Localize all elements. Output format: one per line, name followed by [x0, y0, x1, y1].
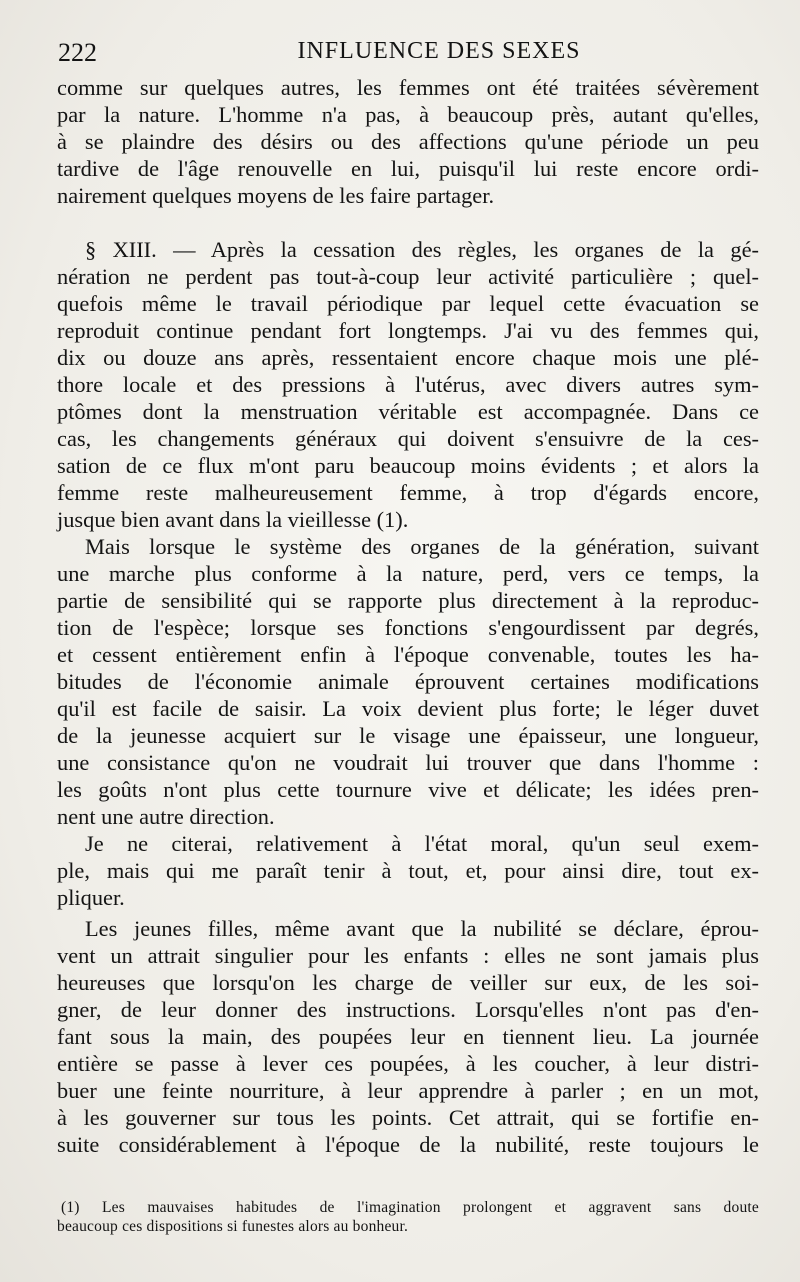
text-line: une marche plus conforme à la nature, perd, vers ce temps, la [57, 561, 759, 586]
text-line: bitudes de l'économie animale éprouvent certaines modifications [57, 669, 759, 694]
text-line: tardive de l'âge renouvelle en lui, puisqu'il lui reste encore ordi- [57, 156, 759, 181]
text-line: partie de sensibilité qui se rapporte plus directement à la reproduc- [57, 588, 759, 613]
footnote-line: (1) Les mauvaises habitudes de l'imagination prolongent et aggravent sans doute [61, 1199, 759, 1216]
running-title: INFLUENCE DES SEXES [297, 38, 581, 64]
text-line: gner, de leur donner des instructions. Lorsqu'elles n'ont pas d'en- [57, 997, 759, 1022]
text-line: sation de ce flux m'ont paru beaucoup moins évidents ; et alors la [57, 453, 759, 478]
text-line: nération ne perdent pas tout-à-coup leur activité particulière ; quel- [57, 264, 759, 289]
text-line: femme reste malheureusement femme, à trop d'égards encore, [57, 480, 759, 505]
text-line: une consistance qu'on ne voudrait lui trouver que dans l'homme : [57, 750, 759, 775]
text-line: heureuses que lorsqu'on les charge de veiller sur eux, de les soi- [57, 970, 759, 995]
text-line: ptômes dont la menstruation véritable est accompagnée. Dans ce [57, 399, 759, 424]
footnote-line: beaucoup ces dispositions si funestes alors au bonheur. [57, 1218, 409, 1235]
footnote [57, 1198, 759, 1236]
text-line: vent un attrait singulier pour les enfants : elles ne sont jamais plus [57, 943, 759, 968]
text-line: Les jeunes filles, même avant que la nubilité se déclare, éprou- [85, 916, 759, 941]
text-line: comme sur quelques autres, les femmes ont été traitées sévèrement [57, 75, 759, 100]
paragraph-2 [57, 236, 759, 533]
text-line: jusque bien avant dans la vieillesse (1). [57, 507, 409, 532]
text-line: reproduit continue pendant fort longtemps. J'ai vu des femmes qui, [57, 318, 759, 343]
text-line: suite considérablement à l'époque de la nubilité, reste toujours le [57, 1132, 759, 1157]
page-number: 222 [58, 38, 97, 67]
text-line: Mais lorsque le système des organes de la génération, suivant [85, 534, 759, 559]
text-line: Je ne citerai, relativement à l'état moral, qu'un seul exem- [85, 831, 759, 856]
text-line: les goûts n'ont plus cette tournure vive et délicate; les idées pren- [57, 777, 759, 802]
text-line: quefois même le travail périodique par lequel cette évacuation se [57, 291, 759, 316]
text-line: à les gouverner sur tous les points. Cet attrait, qui se fortifie en- [57, 1105, 759, 1130]
text-line: dix ou douze ans après, ressentaient encore chaque mois une plé- [57, 345, 759, 370]
text-line: par la nature. L'homme n'a pas, à beaucoup près, autant qu'elles, [57, 102, 759, 127]
text-line: qu'il est facile de saisir. La voix devient plus forte; le léger duvet [57, 696, 759, 721]
text-line: nent une autre direction. [57, 804, 275, 829]
text-line: entière se passe à lever ces poupées, à les coucher, à leur distri- [57, 1051, 759, 1076]
text-line: cas, les changements généraux qui doivent s'ensuivre de la ces- [57, 426, 759, 451]
text-line: ple, mais qui me paraît tenir à tout, et, pour ainsi dire, tout ex- [57, 858, 759, 883]
text-line: à se plaindre des désirs ou des affections qu'une période un peu [57, 129, 759, 154]
text-line: thore locale et des pressions à l'utérus, avec divers autres sym- [57, 372, 759, 397]
text-line: § XIII. — Après la cessation des règles, les organes de la gé- [85, 237, 759, 262]
text-line: nairement quelques moyens de les faire partager. [57, 183, 495, 208]
running-head [58, 38, 760, 68]
paragraph-1 [57, 74, 759, 209]
paragraph-3 [57, 533, 759, 830]
paragraph-5 [57, 915, 759, 1158]
text-line: pliquer. [57, 885, 125, 910]
text-line: buer une feinte nourriture, à leur apprendre à parler ; en un mot, [57, 1078, 759, 1103]
paragraph-4 [57, 830, 759, 911]
text-line: et cessent entièrement enfin à l'époque convenable, toutes les ha- [57, 642, 759, 667]
text-line: fant sous la main, des poupées leur en tiennent lieu. La journée [57, 1024, 759, 1049]
body-text [57, 74, 759, 1158]
text-line: de la jeunesse acquiert sur le visage une épaisseur, une longueur, [57, 723, 759, 748]
text-line: tion de l'espèce; lorsque ses fonctions s'engourdissent par degrés, [57, 615, 759, 640]
